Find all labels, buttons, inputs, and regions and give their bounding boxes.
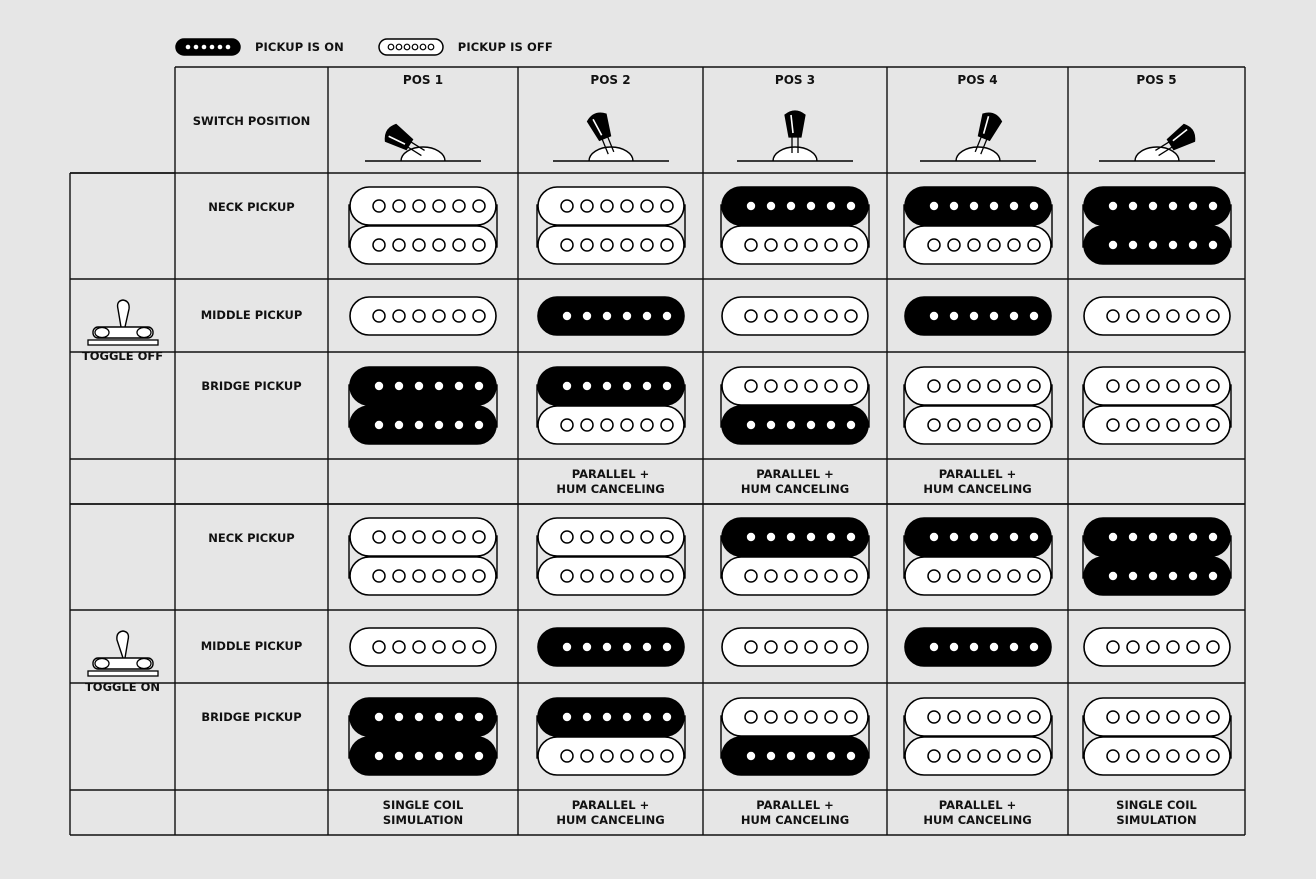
toggle-label: TOGGLE OFF — [81, 349, 164, 363]
single-coil-pickup-icon — [720, 626, 870, 668]
wiring-note: PARALLEL + HUM CANCELING — [556, 797, 665, 827]
single-coil-pickup-icon — [348, 626, 498, 668]
switch-position-label: SWITCH POSITION — [192, 113, 311, 128]
single-coil-pickup-icon — [1082, 295, 1232, 337]
pickup-row-label: MIDDLE PICKUP — [200, 639, 303, 653]
humbucker-pickup-icon — [348, 516, 498, 598]
pickup-row-label: NECK PICKUP — [208, 530, 295, 545]
position-label: POS 1 — [402, 72, 444, 87]
wiring-note: PARALLEL + HUM CANCELING — [740, 797, 850, 827]
humbucker-pickup-icon — [536, 516, 686, 598]
wiring-note: PARALLEL + HUM CANCELING — [923, 797, 1032, 827]
humbucker-pickup-icon — [903, 365, 1053, 447]
pickup-row-label: MIDDLE PICKUP — [200, 308, 303, 322]
single-coil-pickup-icon — [1082, 626, 1232, 668]
switch-lever-icon — [730, 103, 860, 171]
switch-lever-icon — [913, 103, 1043, 171]
pickup-row-label: BRIDGE PICKUP — [201, 709, 302, 724]
humbucker-pickup-icon — [903, 185, 1053, 267]
single-coil-pickup-icon — [903, 626, 1053, 668]
humbucker-pickup-icon — [903, 516, 1053, 598]
toggle-switch-icon — [85, 297, 161, 351]
toggle-label: TOGGLE ON — [84, 680, 161, 694]
legend-off-label: PICKUP IS OFF — [457, 40, 553, 54]
pickup-row-label: NECK PICKUP — [208, 199, 295, 214]
pickup-row-label: BRIDGE PICKUP — [201, 378, 302, 393]
humbucker-pickup-icon — [1082, 696, 1232, 778]
single-coil-pickup-icon — [720, 295, 870, 337]
single-coil-pickup-icon — [903, 295, 1053, 337]
single-coil-pickup-icon — [536, 295, 686, 337]
humbucker-pickup-icon — [536, 696, 686, 778]
position-label: POS 2 — [590, 72, 631, 87]
humbucker-pickup-icon — [536, 365, 686, 447]
switch-lever-icon — [358, 103, 488, 171]
position-label: POS 5 — [1136, 72, 1177, 87]
humbucker-pickup-icon — [1082, 365, 1232, 447]
wiring-note: PARALLEL + HUM CANCELING — [923, 466, 1032, 496]
humbucker-pickup-icon — [720, 365, 870, 447]
humbucker-pickup-icon — [348, 365, 498, 447]
humbucker-pickup-icon — [1082, 185, 1232, 267]
position-label: POS 4 — [957, 72, 998, 87]
humbucker-pickup-icon — [903, 696, 1053, 778]
legend-on-label: PICKUP IS ON — [255, 40, 344, 54]
single-coil-pickup-icon — [536, 626, 686, 668]
switch-lever-icon — [1092, 103, 1222, 171]
humbucker-pickup-icon — [536, 185, 686, 267]
humbucker-pickup-icon — [720, 696, 870, 778]
wiring-note: PARALLEL + HUM CANCELING — [740, 466, 850, 496]
wiring-note: SINGLE COIL SIMULATION — [382, 797, 464, 827]
humbucker-pickup-icon — [720, 185, 870, 267]
humbucker-pickup-icon — [348, 185, 498, 267]
humbucker-pickup-icon — [348, 696, 498, 778]
wiring-note: SINGLE COIL SIMULATION — [1116, 797, 1197, 827]
humbucker-pickup-icon — [1082, 516, 1232, 598]
single-coil-pickup-icon — [348, 295, 498, 337]
position-label: POS 3 — [774, 72, 816, 87]
switch-lever-icon — [546, 103, 676, 171]
humbucker-pickup-icon — [720, 516, 870, 598]
wiring-note: PARALLEL + HUM CANCELING — [556, 466, 665, 496]
toggle-switch-icon — [85, 628, 161, 682]
